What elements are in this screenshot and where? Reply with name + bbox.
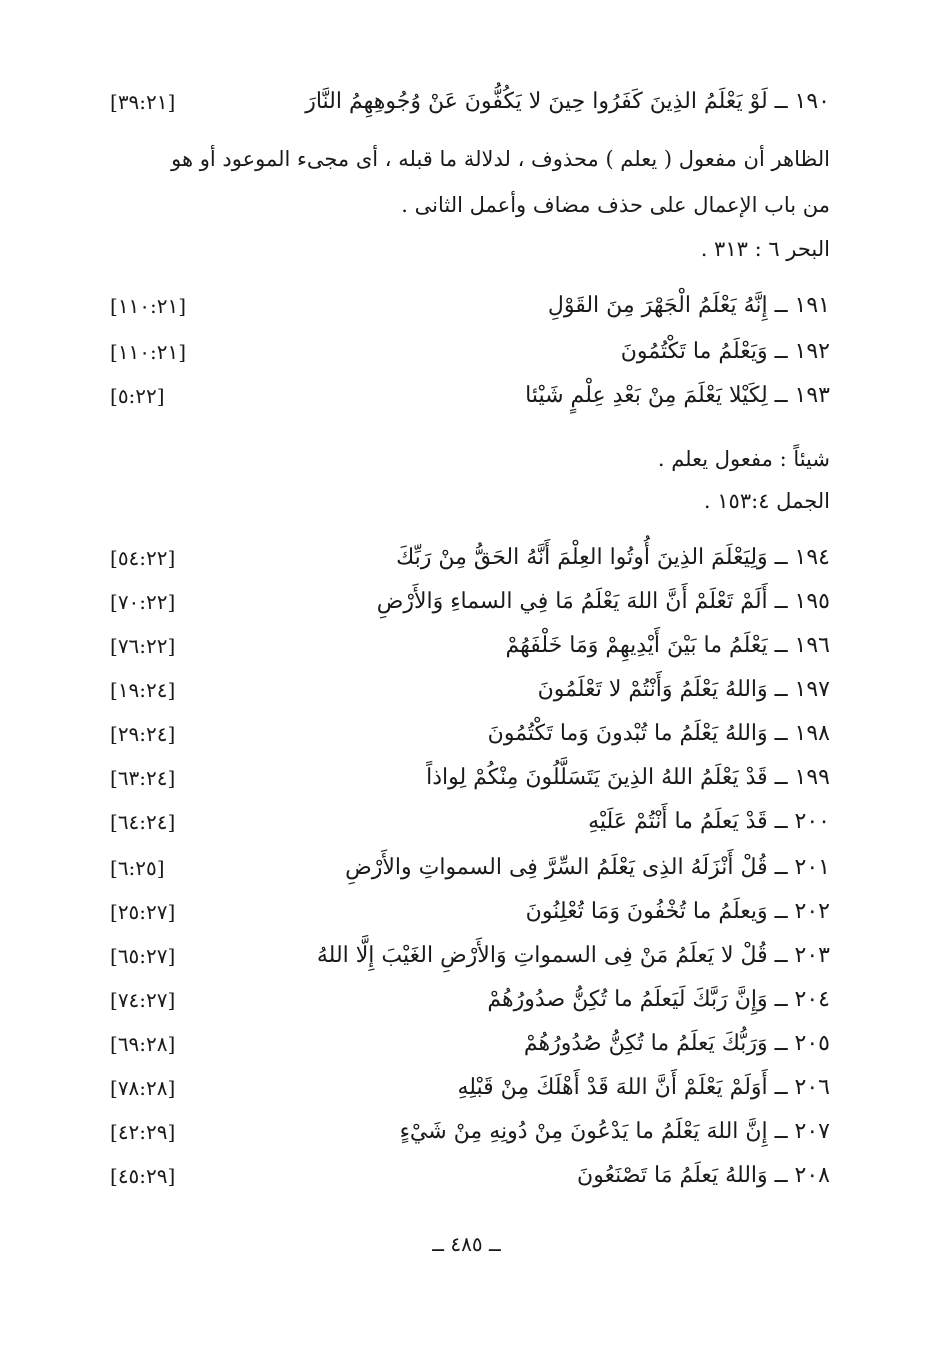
verse-reference: [١٩:٢٤] [110,678,176,702]
verse-entry [110,802,830,842]
verse-reference: [٥:٢٢] [110,384,165,408]
verse-text: ١٩٩ ــ قَدْ يَعْلَمُ اللهُ الذِينَ يَتَسَلَّلُونَ مِنْكُمْ لِواذاً [426,765,830,790]
verse-text: ١٩٥ ــ أَلَمْ تَعْلَمْ أَنَّ اللهَ يَعْلَمُ مَا فِي السماءِ وَالأَرْضِ [376,589,830,614]
commentary-line: شيئاً : مفعول يعلم . [657,447,830,471]
verse-entry [110,980,830,1020]
verse-reference: [٦:٢٥] [110,856,165,880]
verse-reference: [٦٥:٢٧] [110,944,176,968]
verse-reference: [٢٩:٢٤] [110,722,176,746]
commentary-source: الجمل ٣:٤‏١٥ . [703,489,830,513]
verse-entry [110,714,830,754]
page-number: ــ ٤٨٥ ــ [432,1232,501,1256]
verse-entry [110,626,830,666]
verse-reference: [٦٩:٢٨] [110,1032,176,1056]
verse-reference: [٤٢:٢٩] [110,1120,176,1144]
verse-entry [110,758,830,798]
verse-entry [110,286,830,326]
verse-entry [110,892,830,932]
verse-text: ٢٠٦ ــ أَوَلَمْ يَعْلَمْ أَنَّ اللهَ قَدْ أَهْلَكَ مِنْ قَبْلِهِ [457,1075,830,1100]
verse-text: ٢٠٤ ــ وَإِنَّ رَبَّكَ لَيَعلَمُ ما تُكِنُّ صدُورُهُمْ [487,987,830,1012]
verse-text: ٢٠٨ ــ وَاللهُ يَعلَمُ مَا تَصْنَعُونَ [577,1163,830,1188]
verse-entry [110,1156,830,1196]
verse-entry [110,332,830,372]
commentary-line: الظاهر أن مفعول ( يعلم ) محذوف ، لدلالة ما قبله ، أى مجىء الموعود أو هو [171,147,830,171]
verse-reference: [٧٤:٢٧] [110,988,176,1012]
verse-reference: [٦٤:٢٤] [110,810,176,834]
verse-text: ٢٠٥ ــ وَرَبُّكَ يَعلَمُ ما تُكِنُّ صُدُورُهُمْ [523,1031,830,1056]
verse-entry [110,936,830,976]
verse-text: ١٩١ ــ إِنَّهُ يَعْلَمُ الْجَهْرَ مِنَ القَوْلِ [547,293,830,318]
verse-entry [110,582,830,622]
verse-reference: [١١٠:٢١] [110,340,187,364]
verse-entry [110,82,830,122]
verse-reference: [٢٥:٢٧] [110,900,176,924]
verse-reference: [٣٩:٢١] [110,90,176,114]
verse-text: ١٩٢ ــ وَيَعْلَمُ ما تَكْتُمُونَ [620,339,830,364]
verse-entry [110,848,830,888]
verse-reference: [٦٣:٢٤] [110,766,176,790]
commentary-line: من باب الإعمال على حذف مضاف وأعمل الثانى . [401,193,830,217]
verse-entry [110,1024,830,1064]
verse-entry [110,538,830,578]
verse-entry [110,376,830,416]
verse-reference: [٤٥:٢٩] [110,1164,176,1188]
verse-entry [110,1068,830,1108]
verse-text: ١٩٣ ــ لِكَيْلا يَعْلَمَ مِنْ بَعْدِ عِلْمٍ شَيْئا [525,383,830,408]
verse-text: ١٩٠ ــ لَوْ يَعْلَمُ الذِينَ كَفَرُوا حِينَ لا يَكُفُّونَ عَنْ وُجُوهِهِمُ النَّارَ [305,89,830,114]
verse-reference: [٧٦:٢٢] [110,634,176,658]
verse-entry [110,1112,830,1152]
verse-text: ١٩٦ ــ يَعْلَمُ ما بَيْنَ أَيْدِيهِمْ وَمَا خَلْفَهُمْ [505,633,830,658]
verse-text: ٢٠١ ــ قُلْ أَنْزَلَهُ الذِى يَعْلَمُ السِّرَّ فِى السمواتِ والأَرْضِ [345,855,830,880]
verse-text: ١٩٤ ــ وَلِيَعْلَمَ الذِينَ أُوتُوا العِلْمَ أَنَّهُ الحَقُّ مِنْ رَبِّكَ [396,545,830,570]
verse-reference: [٥٤:٢٢] [110,546,176,570]
verse-text: ٢٠٣ ــ قُلْ لا يَعلَمُ مَنْ فِى السمواتِ وَالأَرْضِ الغَيْبَ إِلَّا اللهُ [316,943,830,968]
verse-text: ١٩٧ ــ وَاللهُ يَعْلَمُ وَأَنْتُمْ لا تَعْلَمُونَ [537,677,830,702]
commentary-source: البحر ٦ : ٣١٣ . [700,237,830,261]
verse-text: ٢٠٢ ــ وَيعلَمُ ما تُخْفُونَ وَمَا تُعْلِنُونَ [525,899,830,924]
verse-reference: [١١٠:٢١] [110,294,187,318]
verse-text: ١٩٨ ــ وَاللهُ يَعْلَمُ ما تُبْدونَ وَما تَكْتُمُونَ [487,721,830,746]
verse-text: ٢٠٠ ــ قَدْ يَعلَمُ ما أَنْتُمْ عَلَيْهِ [588,809,830,834]
verse-entry [110,670,830,710]
verse-text: ٢٠٧ ــ إِنَّ اللهَ يَعْلَمُ ما يَدْعُونَ مِنْ دُونِهِ مِنْ شَيْءٍ [399,1119,830,1144]
verse-reference: [٧٠:٢٢] [110,590,176,614]
verse-reference: [٧٨:٢٨] [110,1076,176,1100]
